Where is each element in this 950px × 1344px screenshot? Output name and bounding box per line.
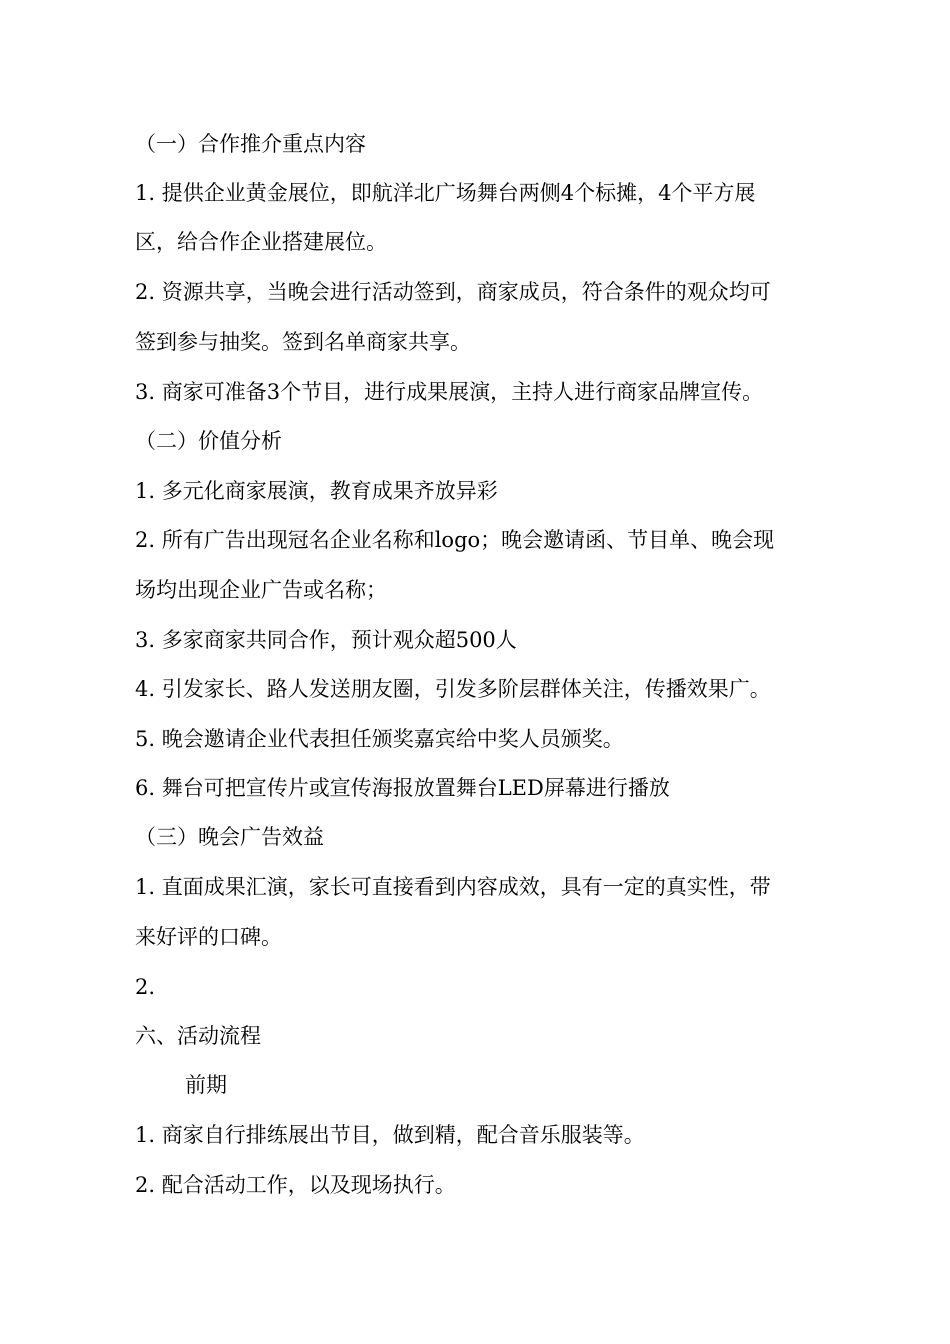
section-heading-activity-flow: 六、活动流程 [135,1024,261,1048]
paragraph-line: 区，给合作企业搭建展位。 [135,230,387,254]
subheading-early-stage: 前期 [185,1073,227,1097]
section-heading-cooperation: （一）合作推介重点内容 [135,132,366,156]
section-heading-ad-benefit: （三）晚会广告效益 [135,825,324,849]
paragraph-line: 场均出现企业广告或名称； [135,578,387,602]
paragraph-line: 3. 多家商家共同合作，预计观众超500人 [135,628,517,652]
paragraph-line: 6. 舞台可把宣传片或宣传海报放置舞台LED屏幕进行播放 [135,776,670,800]
paragraph-line: 2. 所有广告出现冠名企业名称和logo；晚会邀请函、节目单、晚会现 [135,528,775,552]
paragraph-line: 1. 提供企业黄金展位，即航洋北广场舞台两侧4个标摊，4个平方展 [135,181,756,205]
paragraph-line: 2. [135,975,156,999]
paragraph-line: 来好评的口碑。 [135,925,282,949]
paragraph-line: 3. 商家可准备3个节目，进行成果展演，主持人进行商家品牌宣传。 [135,380,764,404]
paragraph-line: 2. 配合活动工作，以及现场执行。 [135,1173,456,1197]
paragraph-line: 5. 晚会邀请企业代表担任颁奖嘉宾给中奖人员颁奖。 [135,727,624,751]
paragraph-line: 1. 多元化商家展演，教育成果齐放异彩 [135,479,498,503]
paragraph-line: 签到参与抽奖。签到名单商家共享。 [135,330,471,354]
paragraph-line: 2. 资源共享，当晚会进行活动签到，商家成员，符合条件的观众均可 [135,280,771,304]
paragraph-line: 4. 引发家长、路人发送朋友圈，引发多阶层群体关注，传播效果广。 [135,677,771,701]
paragraph-line: 1. 商家自行排练展出节目，做到精，配合音乐服装等。 [135,1123,645,1147]
paragraph-line: 1. 直面成果汇演，家长可直接看到内容成效，具有一定的真实性，带 [135,875,771,899]
section-heading-value: （二）价值分析 [135,429,282,453]
